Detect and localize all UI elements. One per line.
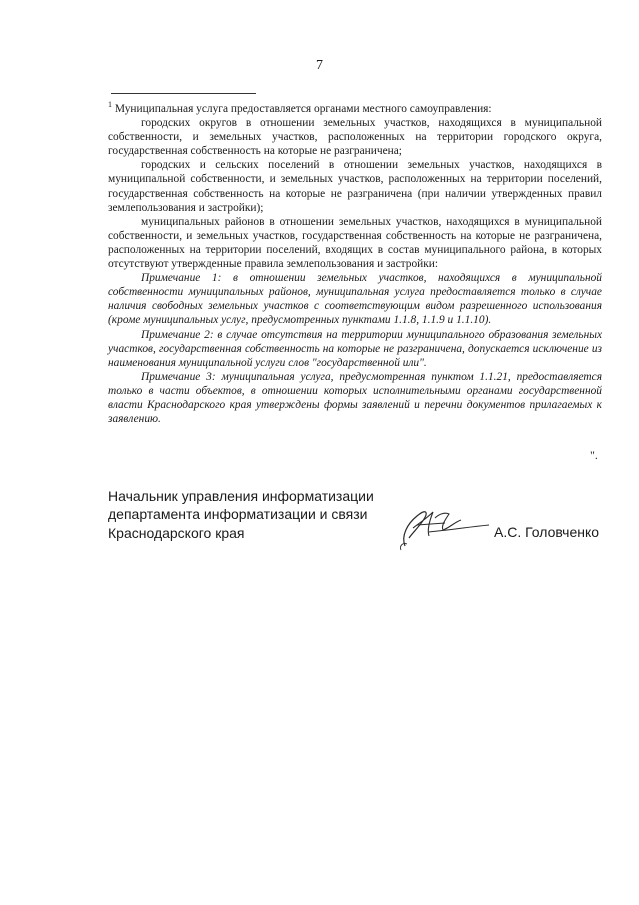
footnote-note-2: Примечание 2: в случае отсутствия на территории муниципального образования земельных участков, государственная собственность на которые не разграничена, допускается исключение из наименования муниципальной услуги слов "государственной или". <box>108 328 602 369</box>
signatory-name: А.С. Головченко <box>494 524 600 540</box>
signatory-position <box>108 487 408 542</box>
signatory-position-line: Краснодарского края <box>108 524 245 541</box>
footnote-marker: 1 <box>108 100 112 110</box>
footnote-paragraph-urban-districts: городских округов в отношении земельных участков, находящихся в муниципальной собственности, и земельных участков, расположенных на территории городского округа, государственная собственность на которые не разграничена; <box>108 117 602 158</box>
footnote-paragraph-municipal-districts: муниципальных районов в отношении земельных участков, находящихся в муниципальной собственности, и земельных участков, государственная собственность на которые не разграничена, расположенных на территории поселений, входящих в состав муниципального района, в которых отсутствуют утвержденные правила землепользования и застройки: <box>108 215 602 271</box>
footnote-note-1: Примечание 1: в отношении земельных участков, находящихся в муниципальной собственности муниципальных районов, муниципальная услуга предоставляется только в случае наличия свободных земельных участков с соответствующим видом разрешенного использования (кроме муниципальных услуг, предусмотренных пунктами 1.1.8, 1.1.9 и 1.1.10). <box>108 272 602 327</box>
signatory-position-line: департамента информатизации и связи <box>108 506 368 523</box>
footnote-note-3: Примечание 3: муниципальная услуга, предусмотренная пунктом 1.1.21, предоставляется только в части объектов, в отношении которых исполнительными органами государственной власти Краснодарского края утверждены формы заявлений и перечни документов прилагаемых к заявлению. <box>108 370 602 426</box>
footnote-intro <box>108 102 602 116</box>
footnote-intro-text: Муниципальная услуга предоставляется органами местного самоуправления: <box>114 103 492 115</box>
signatory-position-line: Начальник управления информатизации <box>108 488 374 504</box>
page-number: 7 <box>316 58 323 73</box>
footnote-paragraph-settlements: городских и сельских поселений в отношении земельных участков, находящихся в муниципальной собственности, и земельных участков, расположенных на территории поселений, государственная собственность на которые не разграничена (при наличии утвержденных правил землепользования и застройки); <box>108 159 602 214</box>
footnote <box>108 102 602 426</box>
handwritten-signature <box>383 498 493 554</box>
footnote-separator <box>111 93 256 94</box>
closing-quote: ". <box>590 448 598 462</box>
